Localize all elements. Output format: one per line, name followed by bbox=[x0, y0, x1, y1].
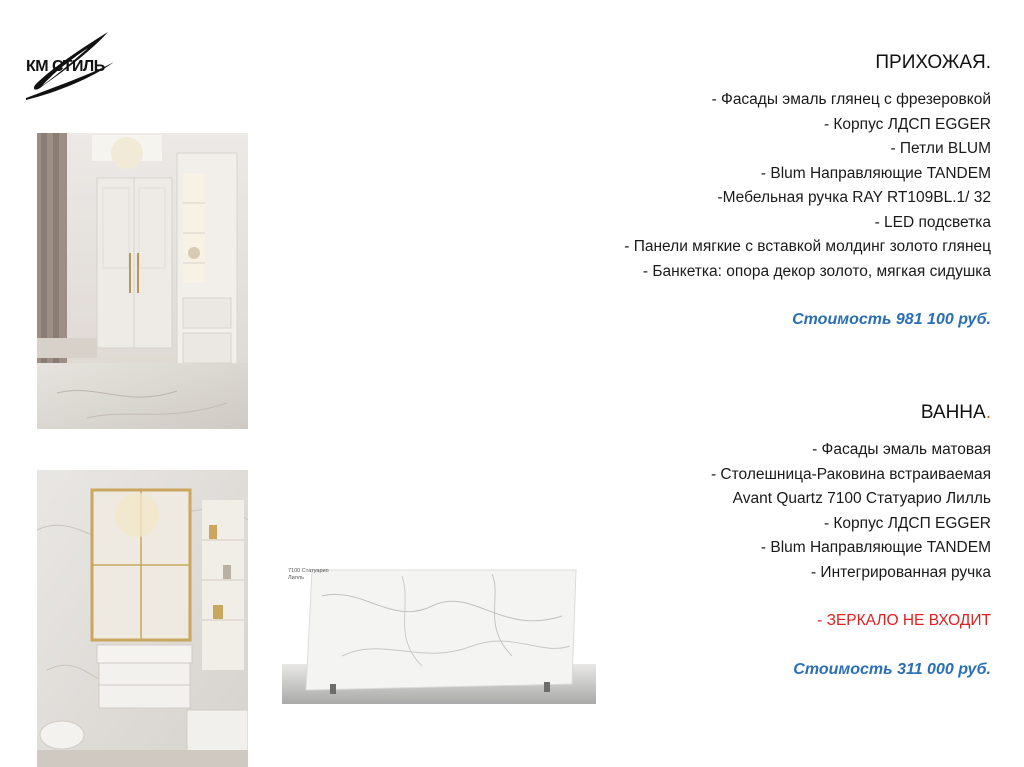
bathroom-photo bbox=[37, 470, 248, 767]
company-logo bbox=[22, 28, 122, 102]
sample-label-line2: Лилль bbox=[288, 575, 304, 581]
bath-spec-block bbox=[711, 400, 991, 682]
bath-item: - Корпус ЛДСП EGGER bbox=[823, 514, 991, 532]
bath-item: - Интегрированная ручка bbox=[810, 563, 991, 581]
bath-price: Стоимость 311 000 руб. bbox=[793, 660, 991, 678]
hallway-item: - LED подсветка bbox=[874, 213, 991, 231]
bath-item: - Фасады эмаль матовая bbox=[812, 441, 991, 458]
hallway-photo bbox=[37, 133, 248, 429]
hallway-item: - Банкетка: опора декор золото, мягкая сидушка bbox=[642, 262, 991, 280]
bath-item: - Blum Направляющие TANDEM bbox=[760, 539, 991, 556]
marble-sample-photo bbox=[282, 556, 596, 704]
hallway-item: -Мебельная ручка RAY RT109BL.1/ 32 bbox=[717, 189, 991, 206]
sample-label-line1: 7100 Статуарио bbox=[288, 568, 329, 574]
hallway-item: - Петли BLUM bbox=[890, 140, 991, 157]
hallway-item: - Фасады эмаль глянец с фрезеровкой bbox=[711, 91, 991, 108]
logo-text: КМ СТИЛЬ bbox=[26, 58, 105, 75]
bath-title-text: ВАННА bbox=[920, 402, 986, 423]
bath-item: - Столешница-Раковина встраиваемая bbox=[710, 465, 991, 483]
hallway-spec-block bbox=[624, 50, 991, 333]
bath-mirror-note: - ЗЕРКАЛО НЕ ВХОДИТ bbox=[817, 612, 991, 629]
hallway-title: ПРИХОЖАЯ. bbox=[875, 52, 991, 73]
hallway-item: - Blum Направляющие TANDEM bbox=[760, 164, 991, 182]
hallway-price: Стоимость 981 100 руб. bbox=[792, 311, 991, 328]
bath-title-dot: . bbox=[985, 402, 991, 423]
hallway-item: - Панели мягкие с вставкой молдинг золото глянец bbox=[624, 238, 991, 255]
hallway-item: - Корпус ЛДСП EGGER bbox=[823, 115, 991, 133]
bath-title bbox=[711, 400, 991, 426]
bath-item: Avant Quartz 7100 Статуарио Лилль bbox=[732, 490, 991, 507]
sample-label bbox=[288, 568, 329, 582]
